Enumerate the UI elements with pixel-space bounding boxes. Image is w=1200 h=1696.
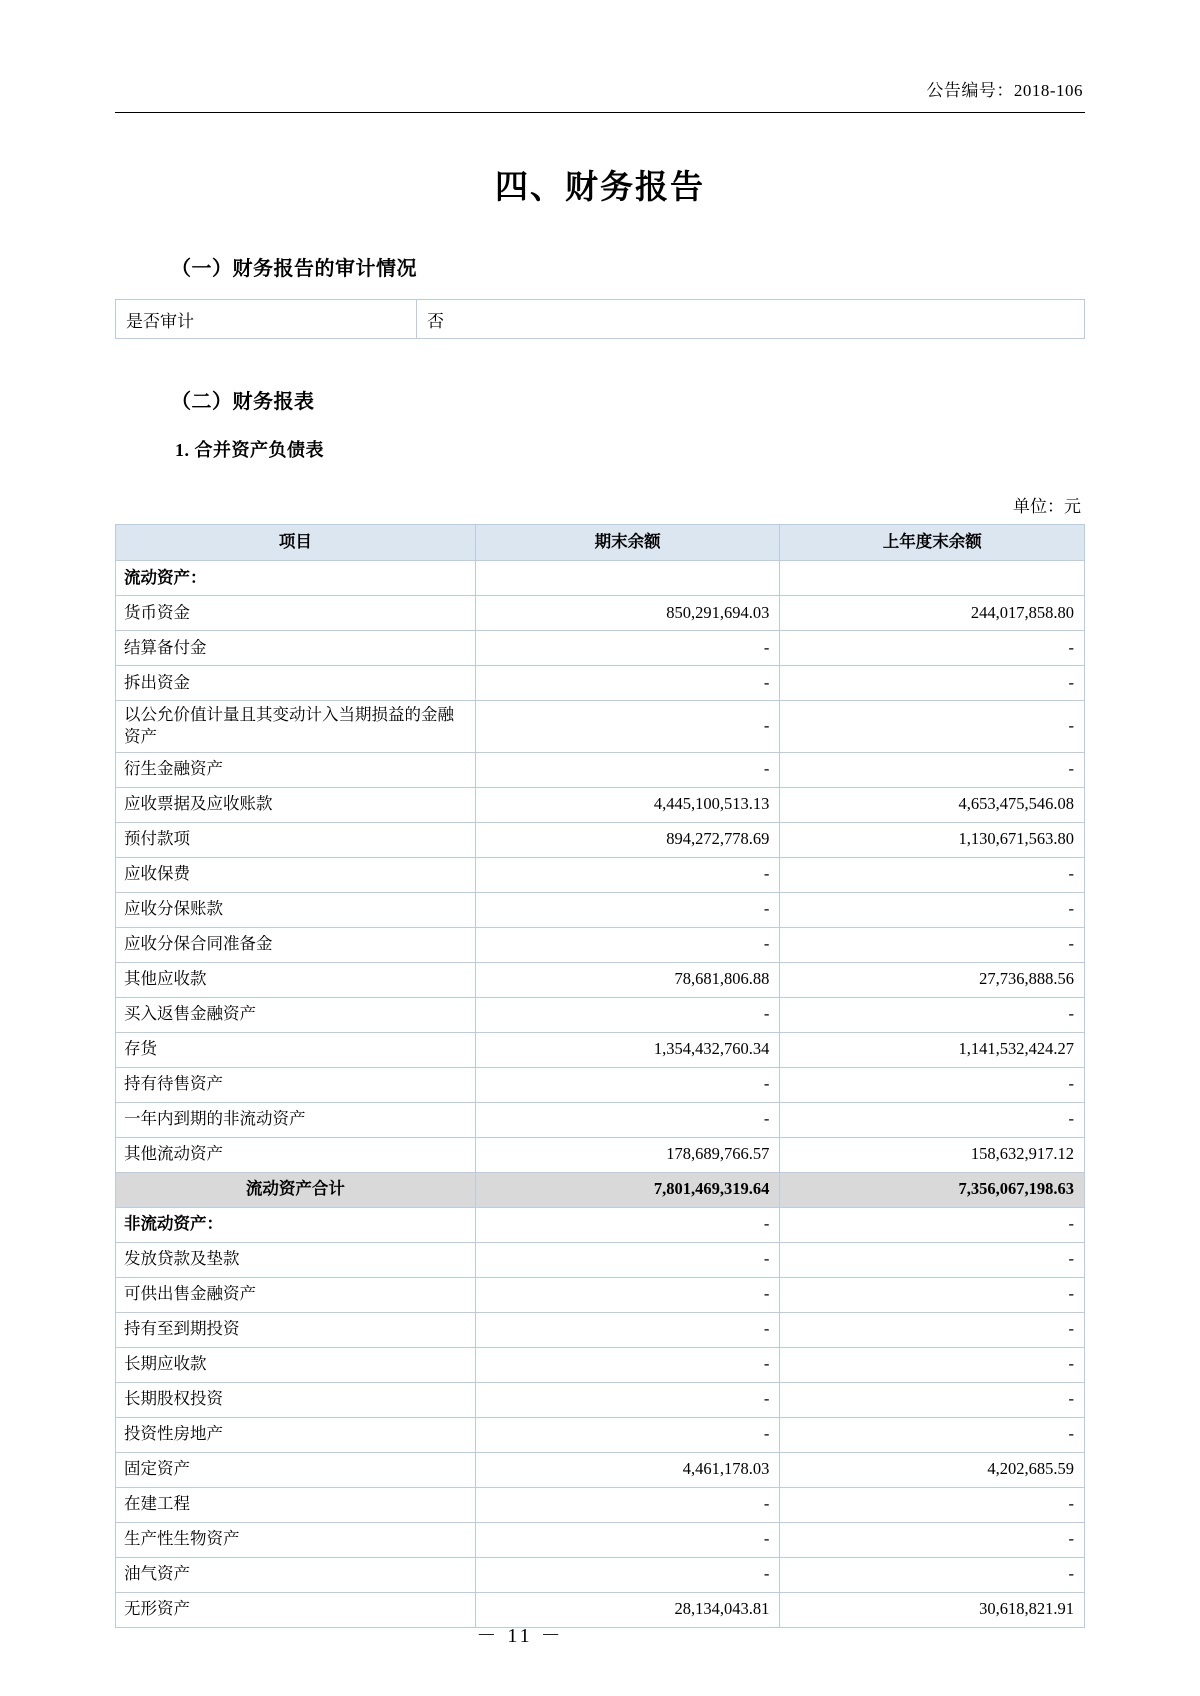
row-previous-value: - (780, 1417, 1085, 1452)
row-current-value: - (475, 1347, 780, 1382)
row-previous-value: - (780, 1522, 1085, 1557)
row-item-label: 在建工程 (116, 1487, 476, 1522)
table-row (116, 1102, 1085, 1137)
subsection-heading-balance-sheet: 1. 合并资产负债表 (175, 440, 324, 460)
row-previous-value: 27,736,888.56 (780, 962, 1085, 997)
row-current-value: - (475, 927, 780, 962)
page-number: － 11 － (476, 1625, 564, 1647)
row-previous-value: - (780, 1347, 1085, 1382)
row-item-label: 生产性生物资产 (116, 1522, 476, 1557)
row-previous-value: - (780, 631, 1085, 666)
row-item-label: 衍生金融资产 (116, 752, 476, 787)
row-item-label: 买入返售金融资产 (116, 997, 476, 1032)
column-header-current: 期末余额 (475, 525, 780, 561)
row-previous-value: - (780, 1067, 1085, 1102)
row-item-label: 预付款项 (116, 822, 476, 857)
row-previous-value: 1,141,532,424.27 (780, 1032, 1085, 1067)
balance-sheet-table (115, 524, 1085, 1628)
column-header-item: 项目 (116, 525, 476, 561)
section-heading-audit: （一）财务报告的审计情况 (171, 258, 417, 280)
table-row (116, 1172, 1085, 1207)
row-previous-value: - (780, 752, 1085, 787)
page-title: 四、财务报告 (495, 170, 705, 206)
row-previous-value: - (780, 666, 1085, 701)
row-item-label: 结算备付金 (116, 631, 476, 666)
row-item-label: 货币资金 (116, 596, 476, 631)
row-current-value: - (475, 1102, 780, 1137)
table-row (116, 1242, 1085, 1277)
row-current-value: - (475, 631, 780, 666)
row-previous-value: - (780, 857, 1085, 892)
row-item-label: 固定资产 (116, 1452, 476, 1487)
row-current-value: 7,801,469,319.64 (475, 1172, 780, 1207)
table-row (116, 1487, 1085, 1522)
row-current-value: 1,354,432,760.34 (475, 1032, 780, 1067)
row-current-value: - (475, 1067, 780, 1102)
row-current-value: - (475, 1522, 780, 1557)
row-previous-value: - (780, 1102, 1085, 1137)
row-current-value: 28,134,043.81 (475, 1592, 780, 1627)
table-row (116, 596, 1085, 631)
table-row (116, 1277, 1085, 1312)
table-row (116, 666, 1085, 701)
table-row (116, 1312, 1085, 1347)
row-current-value: - (475, 1207, 780, 1242)
table-row (116, 1347, 1085, 1382)
row-item-label: 流动资产： (116, 561, 476, 596)
row-item-label: 流动资产合计 (116, 1172, 476, 1207)
row-item-label: 应收票据及应收账款 (116, 787, 476, 822)
table-row (116, 892, 1085, 927)
row-item-label: 长期应收款 (116, 1347, 476, 1382)
row-current-value: - (475, 1417, 780, 1452)
row-item-label: 持有待售资产 (116, 1067, 476, 1102)
row-previous-value: - (780, 1382, 1085, 1417)
row-current-value: 894,272,778.69 (475, 822, 780, 857)
row-item-label: 应收分保合同准备金 (116, 927, 476, 962)
table-row (116, 701, 1085, 753)
row-previous-value: - (780, 1312, 1085, 1347)
row-item-label: 其他应收款 (116, 962, 476, 997)
row-item-label: 长期股权投资 (116, 1382, 476, 1417)
row-item-label: 非流动资产： (116, 1207, 476, 1242)
table-row (116, 997, 1085, 1032)
table-row (116, 1382, 1085, 1417)
row-item-label: 以公允价值计量且其变动计入当期损益的金融资产 (116, 701, 476, 753)
table-row (116, 822, 1085, 857)
row-previous-value: 4,202,685.59 (780, 1452, 1085, 1487)
row-current-value: - (475, 997, 780, 1032)
row-previous-value: - (780, 701, 1085, 753)
row-previous-value: - (780, 1277, 1085, 1312)
column-header-previous: 上年度末余额 (780, 525, 1085, 561)
row-item-label: 投资性房地产 (116, 1417, 476, 1452)
table-row (116, 561, 1085, 596)
row-previous-value: 30,618,821.91 (780, 1592, 1085, 1627)
table-row (116, 1417, 1085, 1452)
audit-value: 否 (417, 300, 1085, 339)
row-current-value: - (475, 1312, 780, 1347)
row-item-label: 应收保费 (116, 857, 476, 892)
page-header (115, 0, 1085, 113)
row-current-value: - (475, 1557, 780, 1592)
row-current-value (475, 561, 780, 596)
row-current-value: - (475, 1277, 780, 1312)
table-header-row (116, 525, 1085, 561)
table-row (116, 631, 1085, 666)
row-current-value: 78,681,806.88 (475, 962, 780, 997)
row-previous-value: - (780, 1207, 1085, 1242)
row-previous-value: 158,632,917.12 (780, 1137, 1085, 1172)
table-row (116, 1137, 1085, 1172)
table-row (116, 1557, 1085, 1592)
table-row (116, 1522, 1085, 1557)
row-current-value: 4,445,100,513.13 (475, 787, 780, 822)
row-item-label: 无形资产 (116, 1592, 476, 1627)
row-item-label: 可供出售金融资产 (116, 1277, 476, 1312)
audit-status-table (115, 299, 1085, 339)
row-previous-value: 244,017,858.80 (780, 596, 1085, 631)
table-row (116, 752, 1085, 787)
row-current-value: - (475, 892, 780, 927)
row-item-label: 一年内到期的非流动资产 (116, 1102, 476, 1137)
announcement-number: 公告编号：2018-106 (926, 81, 1083, 100)
row-previous-value: 1,130,671,563.80 (780, 822, 1085, 857)
row-current-value: - (475, 752, 780, 787)
row-previous-value: 4,653,475,546.08 (780, 787, 1085, 822)
section-heading-statements: （二）财务报表 (171, 391, 315, 413)
table-row (116, 1207, 1085, 1242)
row-current-value: - (475, 1242, 780, 1277)
row-current-value: 850,291,694.03 (475, 596, 780, 631)
row-previous-value: 7,356,067,198.63 (780, 1172, 1085, 1207)
row-current-value: - (475, 1487, 780, 1522)
row-current-value: 178,689,766.57 (475, 1137, 780, 1172)
table-row (116, 927, 1085, 962)
row-previous-value: - (780, 1487, 1085, 1522)
row-current-value: - (475, 666, 780, 701)
row-item-label: 油气资产 (116, 1557, 476, 1592)
row-previous-value: - (780, 1557, 1085, 1592)
row-item-label: 其他流动资产 (116, 1137, 476, 1172)
table-row (116, 300, 1085, 339)
row-item-label: 应收分保账款 (116, 892, 476, 927)
row-previous-value (780, 561, 1085, 596)
row-item-label: 存货 (116, 1032, 476, 1067)
table-row (116, 1067, 1085, 1102)
table-row (116, 787, 1085, 822)
row-previous-value: - (780, 1242, 1085, 1277)
unit-note: 单位：元 (1013, 497, 1081, 516)
row-item-label: 持有至到期投资 (116, 1312, 476, 1347)
table-row (116, 857, 1085, 892)
balance-sheet-body (116, 561, 1085, 1628)
row-current-value: - (475, 1382, 780, 1417)
header-divider (115, 112, 1085, 113)
table-row (116, 1032, 1085, 1067)
table-row (116, 962, 1085, 997)
row-previous-value: - (780, 892, 1085, 927)
row-current-value: 4,461,178.03 (475, 1452, 780, 1487)
audit-label: 是否审计 (116, 300, 417, 339)
row-previous-value: - (780, 927, 1085, 962)
row-item-label: 发放贷款及垫款 (116, 1242, 476, 1277)
table-row (116, 1452, 1085, 1487)
row-current-value: - (475, 857, 780, 892)
row-current-value: - (475, 701, 780, 753)
row-item-label: 拆出资金 (116, 666, 476, 701)
row-previous-value: - (780, 997, 1085, 1032)
